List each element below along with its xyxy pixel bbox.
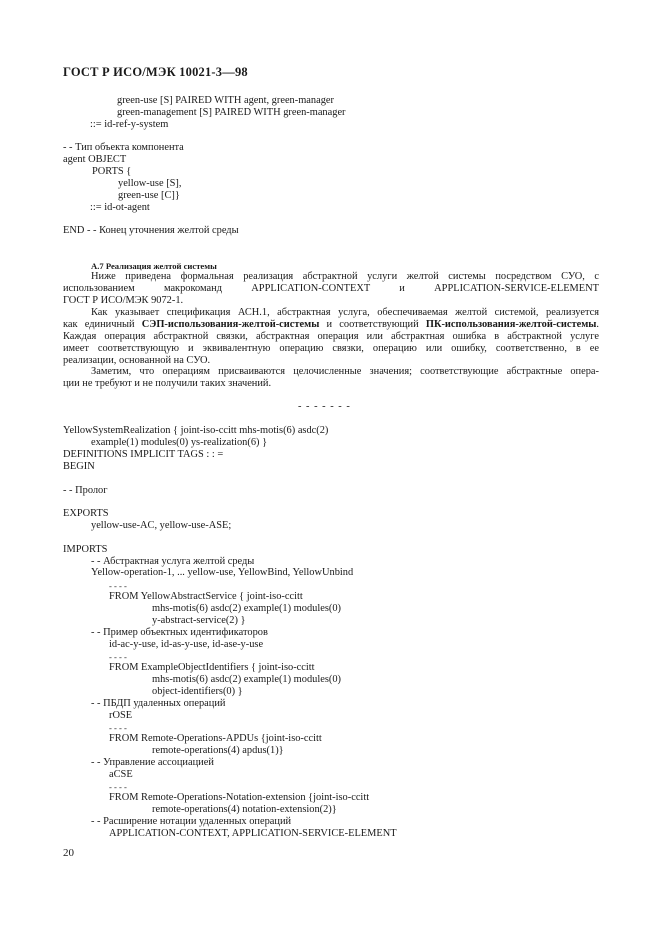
code-line: Yellow-operation-1, ... yellow-use, YellowBind, YellowUnbind [91, 567, 354, 578]
page-number: 20 [63, 847, 74, 859]
term-bold: СЭП-использования-желтой-системы [141, 319, 320, 330]
paragraph-line: ции не требуют и не получили таких значений. [63, 378, 272, 389]
code-dashes: - - - - [109, 652, 127, 662]
section-number: A.7 [91, 261, 104, 271]
paragraph-line: Ниже приведена формальная реализация абстрактной услуги желтой системы посредством СУО, с [91, 271, 599, 282]
text-run: и соответствующий [319, 319, 426, 330]
code-line: y-abstract-service(2) } [152, 615, 246, 626]
code-comment: - - Пример объектных идентификаторов [91, 627, 268, 638]
paragraph-line: реализации, основанной на СУО. [63, 355, 211, 366]
code-line: EXPORTS [63, 508, 109, 519]
separator: - - - - - - - [298, 401, 351, 412]
text-run: . [596, 319, 599, 330]
code-dashes: - - - - [109, 581, 127, 591]
paragraph-line: Заметим, что операциям присваиваются целочисленные значения; соответствующие абстрактные опера- [91, 366, 599, 377]
section-title: Реализация желтой системы [105, 261, 217, 271]
code-line: IMPORTS [63, 544, 108, 555]
paragraph-line: использованием макрокоманд APPLICATION-CONTEXT и APPLICATION-SERVICE-ELEMENT [63, 283, 599, 294]
code-line: id-ac-y-use, id-as-y-use, id-ase-y-use [109, 639, 264, 650]
code-line: FROM Remote-Operations-Notation-extension {joint-iso-ccitt [109, 792, 370, 803]
code-line: agent OBJECT [63, 154, 127, 165]
page-header-title: ГОСТ Р ИСО/МЭК 10021-3—98 [63, 65, 248, 79]
code-line: ::= id-ref-y-system [90, 119, 169, 130]
paragraph-line: Как указывает спецификация АСН.1, абстрактная услуга, обеспечиваемая желтой системой, реализуется [91, 307, 599, 318]
code-line: PORTS { [92, 166, 132, 177]
code-line: green-use [S] PAIRED WITH agent, green-manager [117, 95, 334, 106]
code-line: object-identifiers(0) } [152, 686, 243, 697]
code-comment: - - Абстрактная услуга желтой среды [91, 556, 255, 567]
code-line: yellow-use-AC, yellow-use-ASE; [91, 520, 232, 531]
code-line: green-management [S] PAIRED WITH green-manager [117, 107, 346, 118]
code-line: mhs-motis(6) asdc(2) example(1) modules(0) [152, 603, 341, 614]
code-comment: - - Пролог [63, 485, 108, 496]
code-line: remote-operations(4) apdus(1)} [152, 745, 284, 756]
paragraph-line: имеет соответствующую и эквивалентную операцию связки, операцию или ошибку, соответственно, в ее [63, 343, 599, 354]
code-line: green-use [C]} [118, 190, 180, 201]
paragraph-line [63, 319, 599, 331]
code-line: ::= id-ot-agent [90, 202, 150, 213]
code-comment: - - Тип объекта компонента [63, 142, 184, 153]
code-line: example(1) modules(0) ys-realization(6) } [91, 437, 268, 448]
code-line: aCSE [109, 769, 133, 780]
term-bold: ПК-использования-желтой-системы [425, 319, 597, 330]
code-line: FROM Remote-Operations-APDUs {joint-iso-ccitt [109, 733, 322, 744]
code-dashes: - - - - [109, 723, 127, 733]
code-comment: - - ПБДП удаленных операций [91, 698, 226, 709]
code-line: DEFINITIONS IMPLICIT TAGS : : = [63, 449, 224, 460]
code-line: rOSE [109, 710, 133, 721]
code-comment: - - Расширение нотации удаленных операций [91, 816, 292, 827]
code-line: YellowSystemRealization { joint-iso-ccitt mhs-motis(6) asdc(2) [63, 425, 329, 436]
code-line: APPLICATION-CONTEXT, APPLICATION-SERVICE-ELEMENT [109, 828, 397, 839]
code-line: END - - Конец уточнения желтой среды [63, 225, 239, 236]
code-dashes: - - - - [109, 782, 127, 792]
code-line: remote-operations(4) notation-extension(2)} [152, 804, 337, 815]
code-line: BEGIN [63, 461, 95, 472]
text-run: как единичный [63, 319, 142, 330]
paragraph-line: ГОСТ Р ИСО/МЭК 9072-1. [63, 295, 184, 306]
code-line: mhs-motis(6) asdc(2) example(1) modules(0) [152, 674, 341, 685]
code-line: FROM ExampleObjectIdentifiers { joint-iso-ccitt [109, 662, 315, 673]
code-comment: - - Управление ассоциацией [91, 757, 214, 768]
code-line: FROM YellowAbstractService { joint-iso-ccitt [109, 591, 303, 602]
code-line: yellow-use [S], [118, 178, 182, 189]
paragraph-line: Каждая операция абстрактной связки, абстрактная операция или абстрактная ошибка в абстрактной услуге [63, 331, 599, 342]
